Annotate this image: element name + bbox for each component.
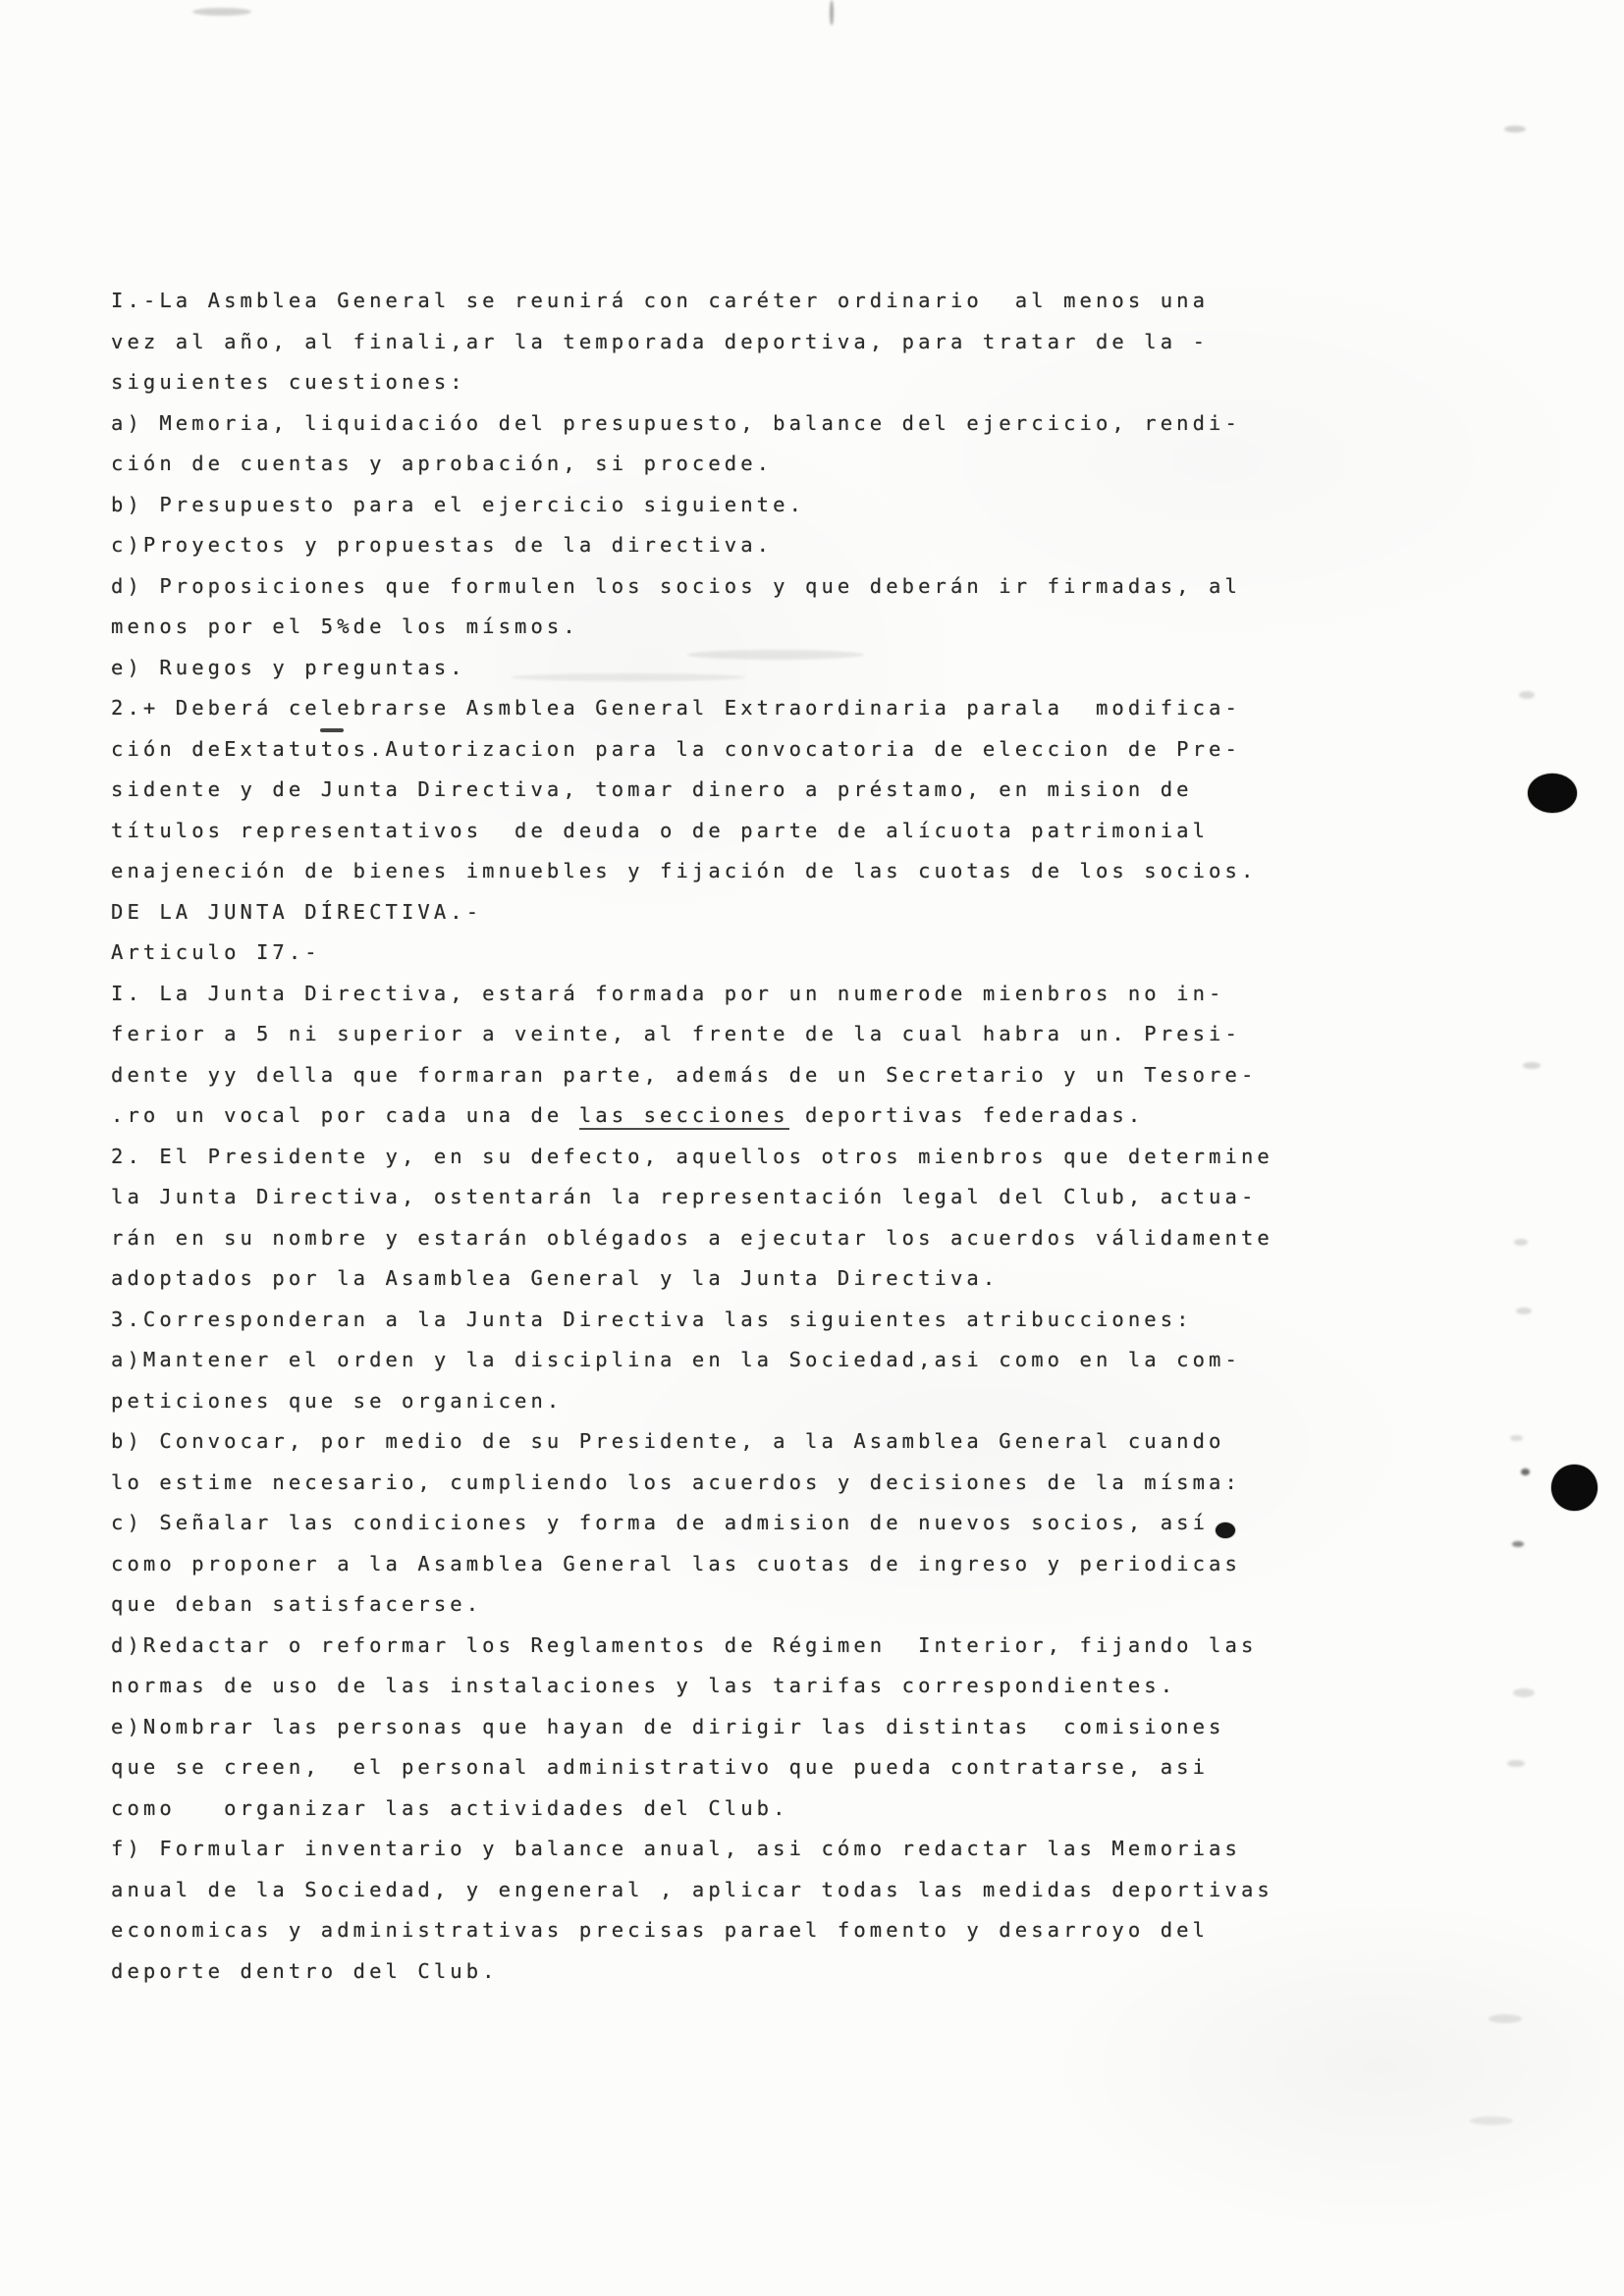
text-line: c)Proyectos y propuestas de la directiva. xyxy=(111,533,774,557)
text-line: 3.Corresponderan a la Junta Directiva las siguientes atribucciones: xyxy=(111,1307,1193,1331)
overstrike-mark xyxy=(320,728,344,732)
text-line: d) Proposiciones que formulen los socios y que deberán ir firmadas, al xyxy=(111,573,1241,598)
underlined-text-segment: las secciones xyxy=(579,1103,789,1130)
text-line: e) Ruegos y preguntas. xyxy=(111,655,466,679)
ink-speck xyxy=(1521,1468,1530,1475)
text-line: c) Señalar las condiciones y forma de admision de nuevos socios, así xyxy=(111,1511,1210,1534)
ink-speck xyxy=(1489,2014,1522,2023)
text-line: sidente y de Junta Directiva, tomar dinero a préstamo, en mision de xyxy=(111,777,1193,801)
text-line: ción de cuentas y aprobación, si procede. xyxy=(111,452,774,475)
text-line: economicas y administrativas precisas parael fomento y desarroyo del xyxy=(111,1918,1210,1942)
text-line: a)Mantener el orden y la disciplina en la Sociedad,asi como en la com- xyxy=(111,1348,1241,1371)
text-line: d)Redactar o reformar los Reglamentos de Régimen Interior, fijando las xyxy=(111,1632,1258,1657)
text-line: rán en su nombre y estarán oblégados a ejecutar los acuerdos válidamente xyxy=(111,1225,1273,1250)
text-line: b) Presupuesto para el ejercicio siguiente. xyxy=(111,492,806,516)
text-segment: deportivas federadas. xyxy=(788,1103,1145,1127)
ink-speck xyxy=(1470,2116,1513,2125)
text-line: que se creen, el personal administrativo que pueda contratarse, asi xyxy=(111,1755,1210,1779)
ink-speck xyxy=(1504,126,1526,133)
text-line: ferior a 5 ni superior a veinte, al frente de la cual habra un. Presi- xyxy=(111,1022,1241,1045)
text-line: I.-La Asmblea General se reunirá con caréter ordinario al menos una xyxy=(111,289,1210,312)
text-line: lo estime necesario, cumpliendo los acuerdos y decisiones de la mísma: xyxy=(111,1469,1241,1494)
ink-speck xyxy=(830,0,834,26)
text-line: adoptados por la Asamblea General y la Junta Directiva. xyxy=(111,1266,1000,1290)
ink-speck xyxy=(1510,1435,1523,1441)
text-line: deporte dentro del Club. xyxy=(111,1958,499,1983)
text-line: enajeneción de bienes imnuebles y fijación de las cuotas de los socios. xyxy=(111,859,1258,882)
text-line: e)Nombrar las personas que hayan de dirigir las distintas comisiones xyxy=(111,1714,1225,1738)
text-line: ción deExtatutos.Autorizacion para la convocatoria de eleccion de Pre- xyxy=(111,736,1241,761)
ink-speck xyxy=(511,673,746,681)
text-line: la Junta Directiva, ostentarán la representación legal del Club, actua- xyxy=(111,1185,1258,1208)
ink-blot xyxy=(1528,774,1577,813)
text-line: peticiones que se organicen. xyxy=(111,1388,564,1413)
text-line: dente yy della que formaran parte, además de un Secretario y un Tesore- xyxy=(111,1062,1258,1087)
text-line: a) Memoria, liquidacióo del presupuesto, balance del ejercicio, rendi- xyxy=(111,410,1241,435)
ink-speck xyxy=(1513,1688,1535,1697)
text-segment: .ro un vocal por cada una de xyxy=(111,1103,579,1127)
text-line: DE LA JUNTA DÍRECTIVA.- xyxy=(111,899,483,924)
text-line: que deban satisfacerse. xyxy=(111,1592,483,1616)
text-line: Articulo I7.- xyxy=(111,940,321,964)
ink-blot xyxy=(1216,1522,1235,1538)
ink-speck xyxy=(1507,1760,1525,1767)
ink-speck xyxy=(1512,1541,1524,1547)
text-line: b) Convocar, por medio de su Presidente, a la Asamblea General cuando xyxy=(111,1429,1225,1453)
text-line: normas de uso de las instalaciones y las tarifas correspondientes. xyxy=(111,1674,1177,1697)
text-line: títulos representativos de deuda o de parte de alícuota patrimonial xyxy=(111,818,1210,842)
ink-speck xyxy=(1523,1062,1541,1069)
text-line: como proponer a la Asamblea General las cuotas de ingreso y periodicas xyxy=(111,1551,1241,1575)
text-line: I. La Junta Directiva, estará formada por un numerode mienbros no in- xyxy=(111,981,1225,1005)
text-line: 2.+ Deberá celebrarse Asmblea General Extraordinaria parala modifica- xyxy=(111,696,1241,720)
document-text-block xyxy=(111,281,1348,1992)
text-line: anual de la Sociedad, y engeneral , aplicar todas las medidas deportivas xyxy=(111,1877,1273,1901)
text-line: como organizar las actividades del Club. xyxy=(111,1795,789,1820)
text-line: siguientes cuestiones: xyxy=(111,370,466,394)
ink-blot xyxy=(1551,1465,1597,1511)
text-line: vez al año, al finali,ar la temporada deportiva, para tratar de la - xyxy=(111,329,1210,353)
ink-speck xyxy=(1519,691,1535,699)
ink-speck xyxy=(687,650,864,660)
ink-speck xyxy=(192,8,251,16)
ink-speck xyxy=(1516,1308,1532,1314)
ink-speck xyxy=(1514,1239,1528,1246)
text-line: f) Formular inventario y balance anual, asi cómo redactar las Memorias xyxy=(111,1837,1241,1860)
text-line: 2. El Presidente y, en su defecto, aquellos otros mienbros que determine xyxy=(111,1144,1273,1168)
text-line: menos por el 5%de los mísmos. xyxy=(111,614,579,638)
text-line xyxy=(111,1095,1348,1137)
